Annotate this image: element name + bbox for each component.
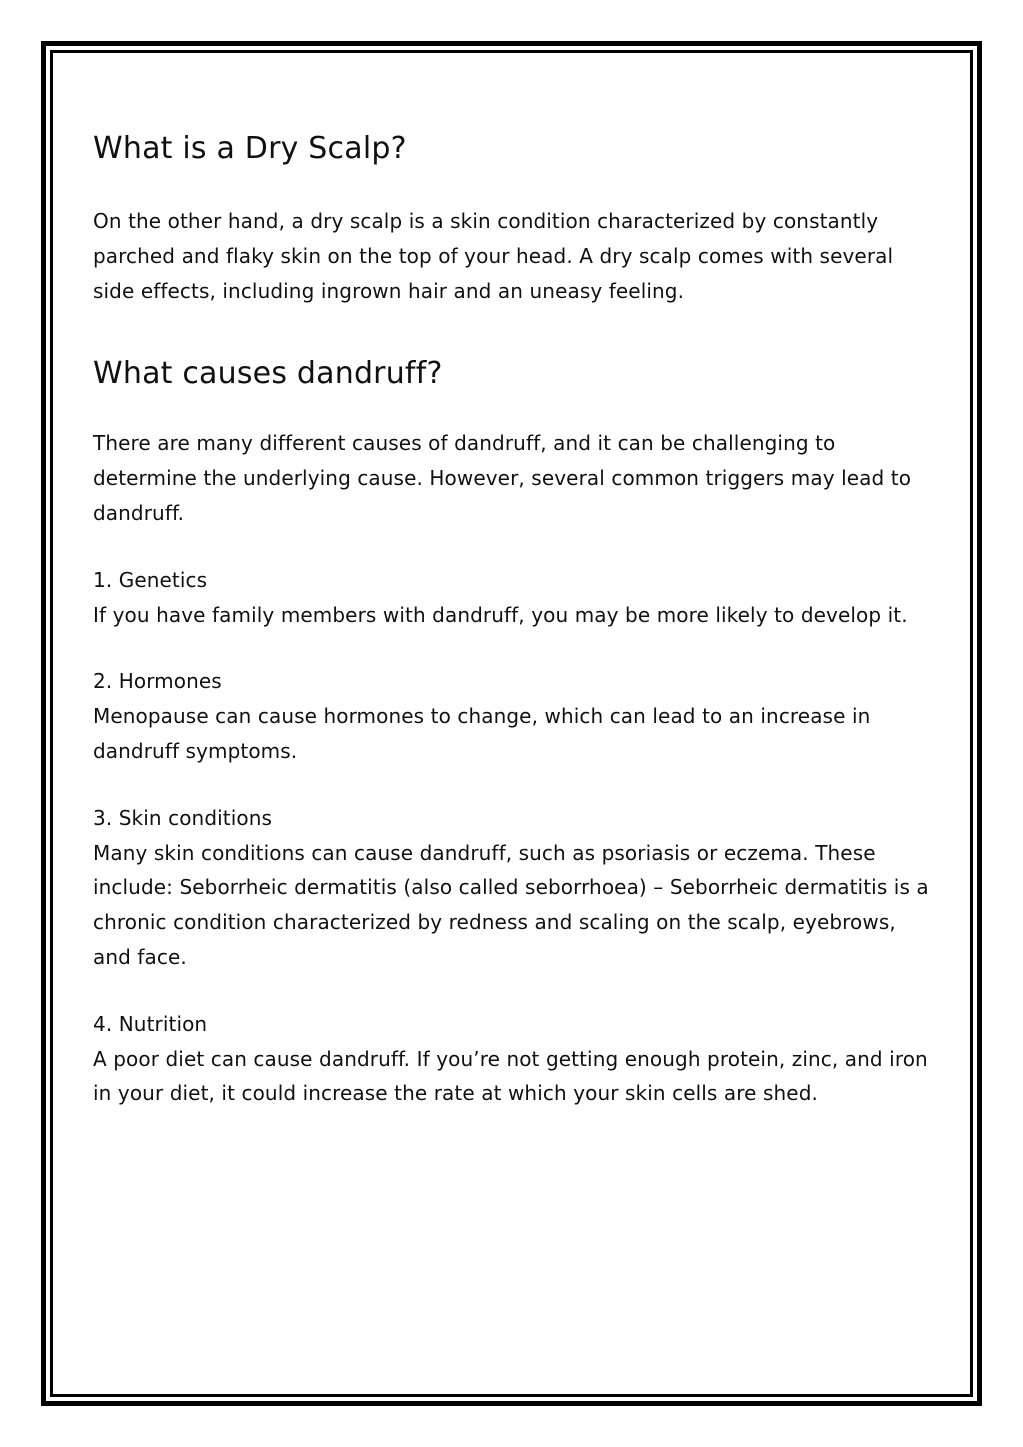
- paragraph-dry-scalp: On the other hand, a dry scalp is a skin condition characterized by constantly parched and flaky skin on the top of your head. A dry scalp comes with several side effects, including ingrown hair and an uneasy feeling.: [93, 209, 900, 303]
- list-item-hormones: [93, 664, 933, 768]
- list-item-body: Menopause can cause hormones to change, which can lead to an increase in dandruff symptoms.: [93, 704, 877, 763]
- spacer: [93, 531, 933, 563]
- list-item-nutrition: [93, 1007, 933, 1111]
- list-item-body: If you have family members with dandruff, you may be more likely to develop it.: [93, 602, 908, 627]
- heading-dry-scalp: What is a Dry Scalp?: [93, 131, 407, 166]
- spacer: [93, 769, 933, 801]
- list-item-title: 4. Nutrition: [93, 1011, 208, 1036]
- paragraph-causes-intro: There are many different causes of dandruff, and it can be challenging to determine the underlying cause. However, several common triggers may lead to dandruff.: [93, 431, 918, 525]
- document-content: [93, 126, 936, 1111]
- spacer: [93, 975, 933, 1007]
- list-item-skin-conditions: [93, 801, 936, 975]
- spacer: [93, 632, 933, 664]
- heading-causes-dandruff: What causes dandruff?: [93, 356, 443, 392]
- list-item-title: 2. Hormones: [93, 669, 222, 694]
- list-item-title: 3. Skin conditions: [93, 805, 272, 830]
- list-item-title: 1. Genetics: [93, 567, 208, 592]
- list-item-genetics: [93, 563, 933, 633]
- list-item-body: Many skin conditions can cause dandruff, such as psoriasis or eczema. These include: Seborrheic dermatitis (also called seborrhoea) – Seborrheic dermatitis is a chronic condition characterized by redness and scaling on the scalp, eyebrows, and face.: [93, 840, 936, 969]
- list-item-body: A poor diet can cause dandruff. If you’re not getting enough protein, zinc, and iron in your diet, it could increase the rate at which your skin cells are shed.: [93, 1046, 935, 1106]
